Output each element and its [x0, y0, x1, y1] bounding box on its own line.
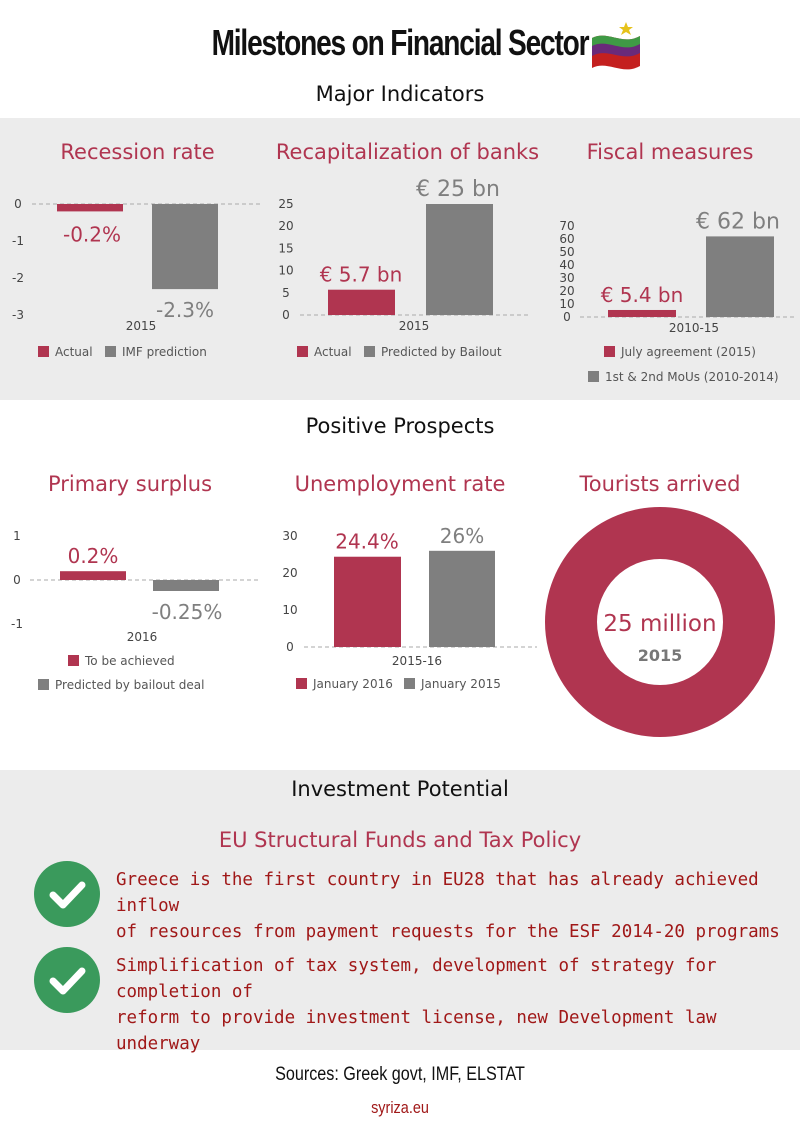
- y-tick-label: 15: [278, 241, 294, 256]
- y-tick-label: 0: [14, 197, 22, 211]
- legend-swatch: [296, 678, 307, 689]
- investment-item-line: Simplification of tax system, development of strategy for completion of: [116, 956, 717, 1002]
- legend-swatch: [105, 346, 116, 357]
- legend-swatch: [68, 655, 79, 666]
- legend-label: To be achieved: [85, 654, 175, 668]
- surplus-title: Primary surplus: [47, 472, 213, 496]
- y-tick-label: -1: [11, 617, 23, 631]
- data-label: 26%: [439, 523, 485, 548]
- legend-label: January 2016: [313, 677, 393, 691]
- legend-swatch: [38, 346, 49, 357]
- recap-title: Recapitalization of banks: [275, 140, 540, 164]
- data-label: -0.25%: [151, 600, 223, 624]
- y-tick-label: 30: [559, 271, 575, 285]
- y-tick-label: 50: [559, 245, 575, 259]
- y-tick-label: 40: [559, 258, 575, 272]
- legend-label: July agreement (2015): [621, 345, 756, 359]
- legend-swatch: [297, 346, 308, 357]
- y-tick-label: 70: [559, 219, 575, 233]
- tourists-title: Tourists arrived: [579, 472, 741, 496]
- x-category-label: 2015: [398, 319, 430, 333]
- investment-item-line: Greece is the first country in EU28 that has already achieved inflow: [116, 870, 759, 916]
- bar: [152, 204, 218, 289]
- y-tick-label: 10: [559, 297, 575, 311]
- checkmark-icon: [34, 861, 100, 927]
- y-tick-label: 10: [278, 263, 294, 278]
- bar: [334, 557, 401, 647]
- legend-swatch: [604, 346, 615, 357]
- bar: [426, 204, 493, 315]
- y-tick-label: 60: [559, 232, 575, 246]
- y-tick-label: 20: [278, 219, 294, 234]
- legend-label: Actual: [314, 345, 352, 359]
- data-label: € 62 bn: [696, 209, 780, 235]
- y-tick-label: 1: [13, 529, 21, 543]
- bar: [706, 236, 774, 317]
- legend-label: Predicted by bailout deal: [55, 678, 205, 692]
- investment-item-line: reform to provide investment license, new Development law underway: [116, 1008, 717, 1054]
- legend-swatch: [588, 371, 599, 382]
- legend-swatch: [404, 678, 415, 689]
- section-positive-prospects: Positive Prospects: [305, 414, 495, 438]
- data-label: 0.2%: [67, 544, 119, 569]
- data-label: -2.3%: [155, 298, 215, 323]
- data-label: € 5.7 bn: [319, 262, 403, 287]
- investment-subtitle: EU Structural Funds and Tax Policy: [218, 828, 582, 852]
- y-tick-label: 0: [282, 308, 290, 322]
- bar: [328, 290, 395, 315]
- bar: [153, 580, 219, 591]
- y-tick-label: 0: [13, 573, 21, 587]
- y-tick-label: 5: [282, 285, 290, 300]
- y-tick-label: 20: [282, 566, 298, 580]
- data-label: € 5.4 bn: [600, 282, 684, 307]
- y-tick-label: 25: [278, 197, 294, 211]
- legend-label: Actual: [55, 345, 93, 359]
- sources: Sources: Greek govt, IMF, ELSTAT: [275, 1064, 525, 1085]
- donut-center-value: 25 million: [603, 611, 717, 637]
- unemployment-title: Unemployment rate: [294, 472, 506, 496]
- recession-title: Recession rate: [60, 140, 215, 164]
- legend-label: January 2015: [421, 677, 501, 691]
- section-investment-potential: Investment Potential: [291, 777, 509, 801]
- page-title: Milestones on Financial Sector: [211, 22, 589, 63]
- legend-swatch: [38, 679, 49, 690]
- investment-item-line: of resources from payment requests for the ESF 2014-20 programs: [116, 922, 780, 942]
- site-link[interactable]: syriza.eu: [371, 1098, 429, 1117]
- y-tick-label: 10: [282, 603, 298, 617]
- legend-label: 1st & 2nd MoUs (2010-2014): [605, 370, 779, 384]
- legend-swatch: [364, 346, 375, 357]
- y-tick-label: 0: [563, 310, 571, 324]
- bar: [608, 310, 676, 317]
- y-tick-label: -1: [12, 234, 24, 248]
- checkmark-icon: [34, 947, 100, 1013]
- data-label: 24.4%: [335, 529, 399, 554]
- fiscal-title: Fiscal measures: [586, 140, 754, 164]
- x-category-label: 2016: [126, 630, 158, 644]
- legend-label: Predicted by Bailout: [381, 345, 502, 359]
- donut-center-year: 2015: [637, 646, 683, 665]
- bar: [57, 204, 123, 211]
- y-tick-label: -3: [12, 308, 24, 322]
- y-tick-label: -2: [12, 271, 24, 285]
- section-major-indicators: Major Indicators: [315, 82, 485, 106]
- y-tick-label: 30: [282, 529, 298, 543]
- x-category-label: 2010-15: [668, 321, 720, 335]
- data-label: -0.2%: [62, 222, 122, 247]
- data-label: € 25 bn: [416, 177, 500, 202]
- y-tick-label: 0: [286, 640, 294, 654]
- x-category-label: 2015: [125, 319, 157, 333]
- y-tick-label: 20: [559, 284, 575, 298]
- bar: [429, 551, 495, 647]
- bar: [60, 571, 126, 580]
- legend-label: IMF prediction: [122, 345, 207, 359]
- x-category-label: 2015-16: [391, 654, 443, 668]
